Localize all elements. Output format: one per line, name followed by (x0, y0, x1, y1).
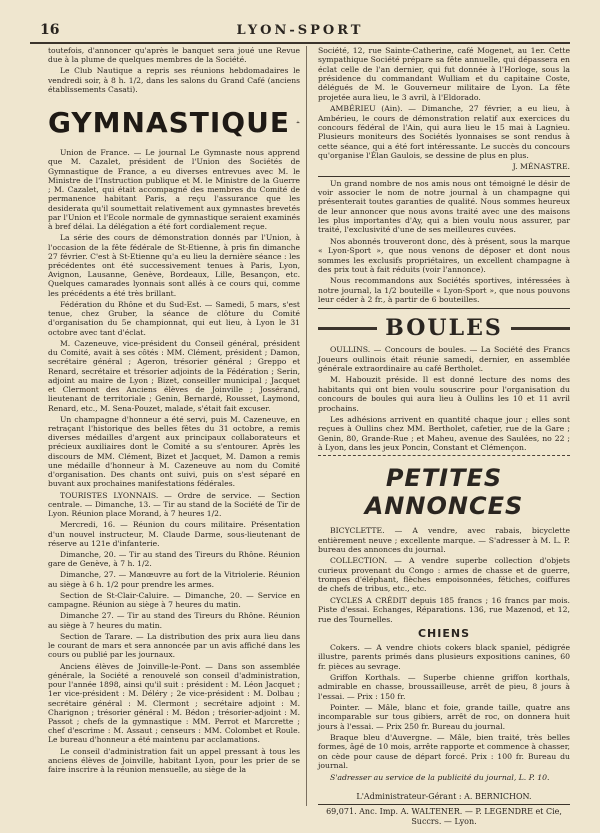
gym-paragraph: Le conseil d'administration fait un appel pressant à tous les anciens élèves de Joinville, habitant Lyon, pour les prier de se faire inscrire à la réunion mensuelle, au siège de la (48, 746, 300, 775)
gymnastique-heading (48, 100, 300, 144)
gym-paragraph: Dimanche, 20. — Tir au stand des Tireurs du Rhône. Réunion gare de Genève, à 7 h. 1/2. (48, 550, 300, 569)
administrator-line: L'Administrateur-Gérant : A. BERNICHON. (318, 792, 570, 805)
petites-annonces-heading (318, 464, 570, 520)
dog-ad-entry: Griffon Korthals. — Superbe chienne griffon korthals, admirable en chasse, broussailleuse, arrêt de pieu, 8 jours à l'essai. — Prix : 150 fr. (318, 672, 570, 701)
right-paragraph: Société, 12, rue Sainte-Catherine, café Mogenet, au 1er. Cette sympathique Société prépare sa fête annuelle, qui dépassera en éclat celle de l'an dernier, qui fut donnée à l'Horloge, sous la présidence du commandant Wulliam et du capitaine Coste, délégués de M. le Gouverneur militaire de Lyon. La fête projetée aura lieu, le 3 avril, à l'Eldorado. (318, 46, 570, 102)
ad-entry: COLLECTION. — A vendre superbe collection d'objets curieux provenant du Congo : armes de chasse et de guerre, trompes d'éléphant, flèches empoisonnées, fétiches, coiffures de chefs de tribus, etc., etc. (318, 556, 570, 594)
gym-paragraph: TOURISTES LYONNAIS. — Ordre de service. — Section centrale. — Dimanche, 13. — Tir au stand de la Société de Tir de Lyon. Réunion place Morand, à 7 heures 1/2. (48, 490, 300, 519)
petites-annonces-title: PETITES ANNONCES (364, 464, 524, 521)
champagne-paragraph: Nous recommandons aux Sociétés sportives, intéressées à notre journal, la 1/2 bouteille « Lyon-Sport », que nous pouvons leur céder à 2 fr., à partir de 6 bouteilles. (318, 276, 570, 304)
gymnast-icon (296, 102, 300, 142)
intro-paragraph: toutefois, d'annoncer qu'après le banquet sera joué une Revue due à la plume de quelques membres de la Société. (48, 46, 300, 65)
page-header (30, 20, 570, 44)
signature: J. MÉNASTRE. (512, 162, 570, 172)
ad-entry: CYCLES A CRÉDIT depuis 185 francs ; 16 francs par mois. Piste d'essai. Echanges, Réparations. 136, rue Mazenod, et 12, rue des Tournelles. (318, 595, 570, 624)
champagne-paragraph: Un grand nombre de nos amis nous ont témoigné le désir de voir associer le nom de notre journal à un champagne qui présenterait toutes garanties de qualité. Nous sommes heureux de leur annoncer que nous avons traité avec une des maisons les plus importantes d'Ay, qui a bien voulu nous assurer, par traité, l'exclusivité d'une de ses meilleures cuvées. (318, 178, 570, 235)
gym-paragraph: Mercredi, 16. — Réunion du cours militaire. Présentation d'un nouvel instructeur, M. Claude Darme, sous-lieutenant de réserve au 121e d'infanterie. (48, 520, 300, 548)
ad-entry: BICYCLETTE. — A vendre, avec rabais, bicyclette entièrement neuve ; excellente marque. — S'adresser à M. L. P. bureau des annonces du journal. (318, 526, 570, 555)
gym-paragraph: M. Cazeneuve, vice-président du Conseil général, président du Comité, avait à ses côtés : MM. Clément, président ; Damon, secrétaire général ; Ageron, trésorier général ; Greppo et Renard, secrétaire et trésorier adjoints de la Fédération ; Serin, adjoint au maire de Lyon ; Bizet, conseiller municipal ; Jacquet et Clermont des Anciens élèves de Joinville ; Jossérand, lieutenant de territoriale ; Genin, Bernardé, Rousset, Laymond, Renard, etc., M. Sena-Pouzet, malade, s'était fait excuser. (48, 338, 300, 413)
boules-paragraph: M. Habouzit préside. Il est donné lecture des noms des habitants qui ont bien voulu souscrire pour l'organisation du concours de boules qui aura lieu à Oullins les 10 et 11 avril prochains. (318, 375, 570, 413)
gymnastique-title: GYMNASTIQUE (48, 105, 290, 139)
heading-rule (511, 327, 570, 330)
right-paragraph: AMBÉRIEU (Ain). — Dimanche, 27 février, a eu lieu, à Ambérieu, le cours de démonstration relatif aux exercices du concours fédéral de l'Ain, qui aura lieu le 15 mai à Lagnieu. Plusieurs moniteurs des Sociétés lyonnaises se sont rendus à cette séance, qui a été fort intéressante. Le succès du concours qu'organise l'Élan Gaulois, se dessine de plus en plus. (318, 104, 570, 160)
gym-paragraph: Un champagne d'honneur a été servi, puis M. Cazeneuve, en retraçant l'historique des belles fêtes du 31 octobre, a remis diverses médailles d'argent aux principaux collaborateurs et précieux auxiliaires dont le Comité a su s'entourer. Après les discours de MM. Clément, Bizet et Jacquet, M. Damon a remis une médaille d'honneur à M. Cazeneuve au nom du Comité d'organisation. Des chants ont suivi, puis on s'est séparé en buvant aux prochaines manifestations fédérales. (48, 414, 300, 489)
intro-paragraph: Le Club Nautique a repris ses réunions hebdomadaires le vendredi soir, à 8 h. 1/2, dans les salons du Grand Café (anciens établissements Casati). (48, 66, 300, 94)
champagne-note (318, 176, 570, 310)
boules-paragraph: OULLINS. — Concours de boules. — La Société des Francs Joueurs oullinois était réunie samedi, dernier, en assemblée générale extraordinaire au café Bertholet. (318, 345, 570, 374)
dog-ad-entry: Pointer. — Mâle, blanc et foie, grande taille, quatre ans incomparable sur tous gibiers, arrêt de roc, on donnera huit jours à l'essai. — Prix 250 fr. Bureau du journal. (318, 703, 570, 731)
page-number: 16 (40, 22, 60, 38)
gym-paragraph: Dimanche, 27. — Manœuvre au fort de la Vitriolerie. Réunion au siège à 6 h. 1/2 pour prendre les armes. (48, 570, 300, 589)
dog-ad-entry: Cokers. — A vendre chiots cokers black spaniel, pédigrée illustre, parents primés dans plusieurs expositions canines, 60 fr. pièces au sevrage. (318, 642, 570, 671)
boules-paragraph: Les adhésions arrivent en quantité chaque jour ; elles sont reçues à Oullins chez MM. Bertholet, cafetier, rue de la Gare ; Genin, 80, Grande-Rue ; et Maheu, avenue des Saulées, no 22 ; à Lyon, dans les jeux Poncin, Constant et Clémençon. (318, 414, 570, 452)
ads-footer: S'adresser au service de la publicité du journal, L. P. 10. (330, 772, 550, 782)
boules-heading (318, 315, 570, 341)
gym-paragraph: Dimanche 27. — Tir au stand des Tireurs du Rhône. Réunion au siège à 7 heures du matin. (48, 611, 300, 630)
chiens-heading: CHIENS (417, 626, 470, 640)
running-title: LYON-SPORT (236, 23, 364, 38)
page-footer (318, 792, 570, 827)
heading-rule (318, 327, 377, 330)
column-divider (306, 46, 307, 806)
gym-paragraph: La série des cours de démonstration donnés par l'Union, à l'occasion de la fête fédérale de St-Etienne, à pris fin dimanche 27 février. C'est à St-Etienne qu'a eu lieu la dernière séance : les précédentes ont été successivement tenues à Paris, Lyon, Avignon, Lausanne, Genève, Bordeaux, Lille, Besançon, etc. Quelques camarades lyonnais sont allés à ce cours qui, comme les précédents a été très brillant. (48, 233, 300, 298)
boules-title: BOULES (385, 315, 503, 342)
printer-line: 69,071. Anc. Imp. A. WALTENER. — P. LEGENDRE et Cie, Succrs. — Lyon. (326, 807, 562, 826)
gym-paragraph: Section de Tarare. — La distribution des prix aura lieu dans le courant de mars et sera annoncée par un avis affiché dans les cours ou publié par les journaux. (48, 631, 300, 660)
dotted-separator (318, 455, 570, 456)
gym-paragraph: Section de St-Clair-Caluire. — Dimanche, 20. — Service en campagne. Réunion au siège à 7 heures du matin. (48, 590, 300, 610)
gym-paragraph: Fédération du Rhône et du Sud-Est. — Samedi, 5 mars, s'est tenue, chez Gruber, la séance de clôture du Comité d'organisation du 5e championnat, qui eut lieu, à Lyon le 31 octobre avec tant d'éclat. (48, 299, 300, 337)
left-column (48, 46, 300, 776)
gym-paragraph: Anciens élèves de Joinville-le-Pont. — Dans son assemblée générale, la Société a renouvelé son conseil d'administration, pour l'année 1898, ainsi qu'il suit : président : M. Léon Jacquet ; 1er vice-président : M. Déléry ; 2e vice-président : M. Dolbau ; secrétaire général : M. Clermont ; secrétaire adjoint : M. Charignon ; trésorier général : M. Bédon ; trésorier-adjoint : M. Passot ; chefs de la gymnastique : MM. Perrot et Marcrette ; chef d'escrime : M. Assaut ; censeurs : MM. Colombet et Roule. Le bureau d'honneur a été maintenu par acclamations. (48, 661, 300, 745)
champagne-paragraph: Nos abonnés trouveront donc, dès à présent, sous la marque « Lyon-Sport », que nous venons de déposer et dont nous sommes les exclusifs propriétaires, un excellent champagne à des prix tout à fait réduits (voir l'annonce). (318, 236, 570, 274)
right-column (318, 46, 570, 784)
dog-ad-entry: Braque bleu d'Auvergne. — Mâle, bien traité, très belles formes, âgé de 10 mois, arrête rapporte et commence à chasser, on cède pour cause de départ forcé. Prix : 100 fr. Bureau du journal. (318, 733, 570, 771)
gym-paragraph: Union de France. — Le journal Le Gymnaste nous apprend que M. Cazalet, président de l'Union des Sociétés de Gymnastique de France, a eu diverses entrevues avec M. le Ministre de l'Instruction publique et M. le Ministre de la Guerre ; M. Cazalet, qui était accompagné des membres du Comité de permanence habitant Paris, a reçu l'assurance que les desiderata qu'il soumettait relativement aux gymnastes brevetés par l'Union et l'Ecole normale de gymnastique seraient examinés à bref délai. La délégation a été fort cordialement reçue. (48, 148, 300, 232)
